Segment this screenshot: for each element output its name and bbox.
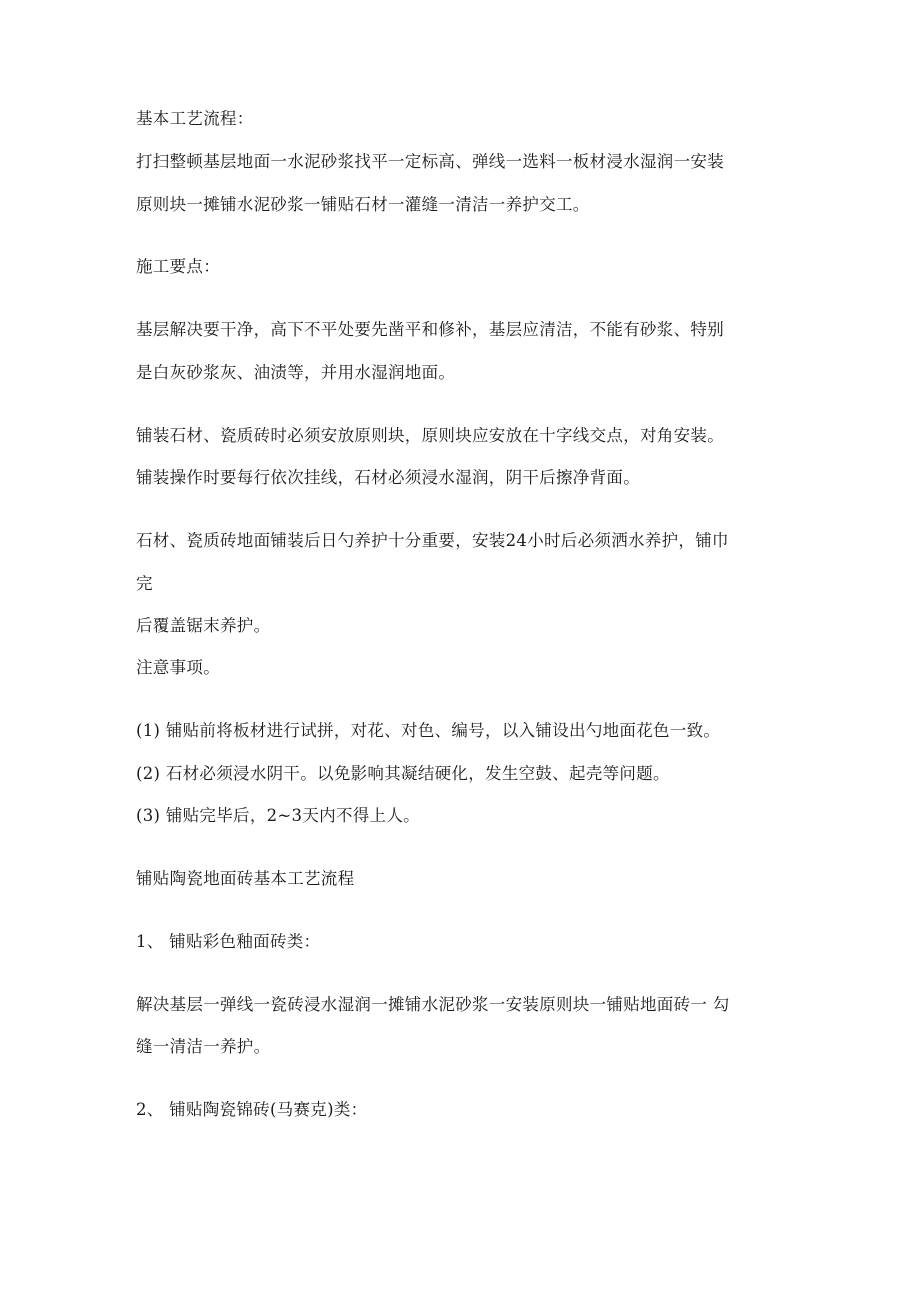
heading-ceramic-tile-process: 铺贴陶瓷地面砖基本工艺流程 [136, 869, 355, 888]
paragraph-line: 石材、瓷质砖地面铺装后日勺养护十分重要，安装24小时后必须洒水养护，铺巾 [136, 531, 729, 550]
paragraph-line: 缝一清洁一养护。 [136, 1037, 271, 1056]
heading-notes: 注意事项。 [136, 658, 220, 677]
paragraph-line: 后覆盖锯末养护。 [136, 616, 271, 635]
subheading-glazed-tiles: 1、 铺贴彩色釉面砖类： [136, 932, 321, 951]
paragraph-line: 基层解决要干净，高下不平处要先凿平和修补，基层应清洁，不能有砂浆、特别 [136, 320, 724, 339]
paragraph-line: 铺装石材、瓷质砖时必须安放原则块，原则块应安放在十字线交点，对角安装。 [136, 426, 724, 445]
heading-basic-process: 基本工艺流程： [136, 109, 254, 128]
paragraph-line: 原则块一摊铺水泥砂浆一铺贴石材一灌缝一清洁一养护交工。 [136, 195, 590, 214]
paragraph-line: 打扫整顿基层地面一水泥砂浆找平一定标高、弹线一选料一板材浸水湿润一安装 [136, 152, 724, 171]
paragraph-line: 是白灰砂浆灰、油渍等，并用水湿润地面。 [136, 363, 456, 382]
list-item: (3) 铺贴完毕后，2~3天内不得上人。 [136, 806, 420, 825]
paragraph-line: 铺装操作时要每行依次挂线，石材必须浸水湿润，阴干后擦净背面。 [136, 468, 640, 487]
list-item: (1) 铺贴前将板材进行试拼，对花、对色、编号，以入铺设出勺地面花色一致。 [136, 721, 721, 740]
paragraph-line: 完 [136, 574, 153, 593]
subheading-mosaic-tiles: 2、 铺贴陶瓷锦砖(马赛克)类： [136, 1100, 368, 1119]
heading-construction-points: 施工要点： [136, 257, 220, 276]
paragraph-line: 解决基层一弹线一瓷砖浸水湿润一摊铺水泥砂浆一安装原则块一铺贴地面砖一 勾 [136, 995, 730, 1014]
list-item: (2) 石材必须浸水阴干。以免影响其凝结硬化，发生空鼓、起壳等问题。 [136, 764, 670, 783]
